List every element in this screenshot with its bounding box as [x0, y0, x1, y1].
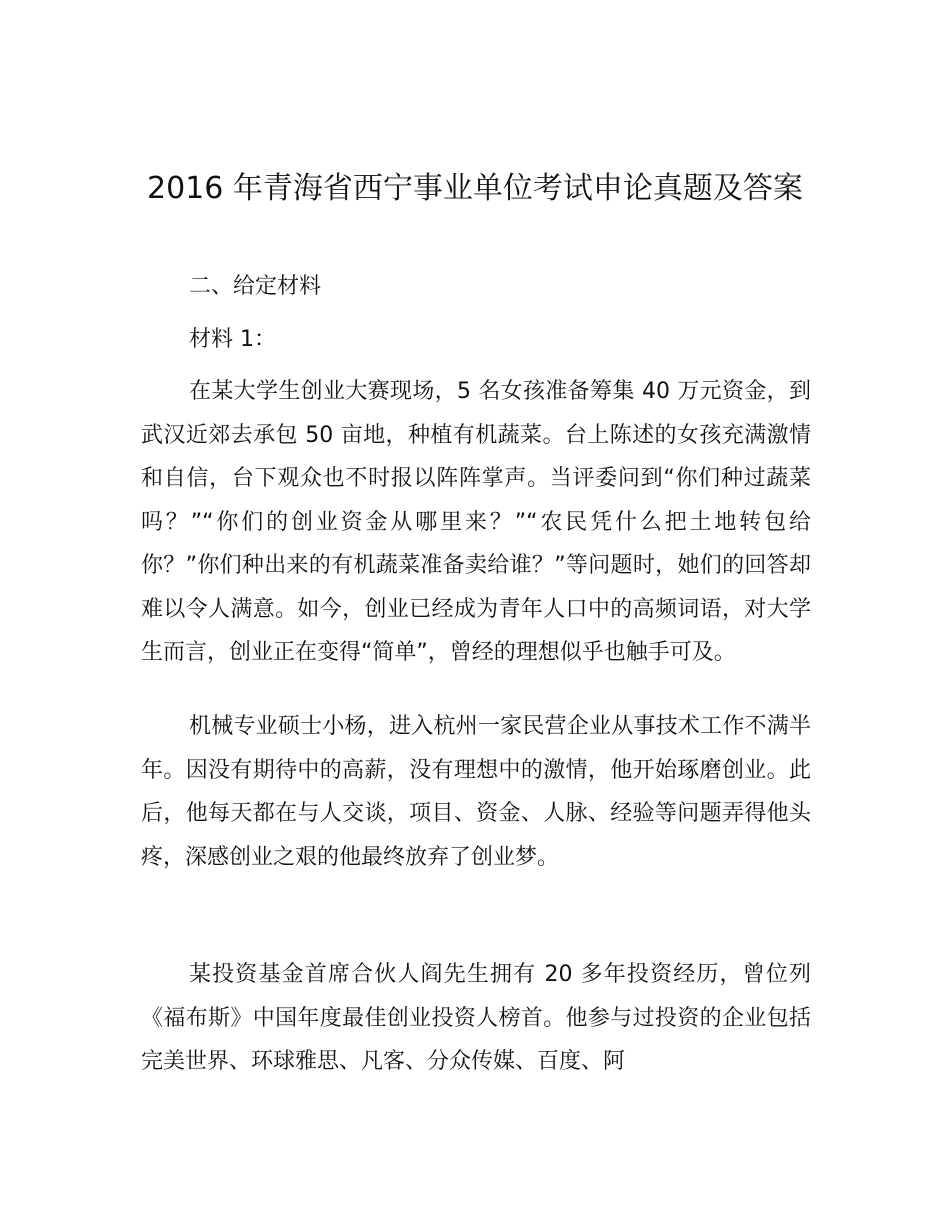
document-title: 2016 年青海省西宁事业单位考试申论真题及答案: [147, 171, 803, 206]
material-heading: 材料 1：: [189, 327, 276, 352]
section-heading: 二、给定材料: [189, 274, 322, 299]
paragraph-1: 在某大学生创业大赛现场，5 名女孩准备筹集 40 万元资金，到武汉近郊去承包 50 亩地，种植有机蔬菜。台上陈述的女孩充满激情和自信，台下观众也不时报以阵阵掌声。当评委问到“你们种过蔬菜吗？”“你们的创业资金从哪里来？”“农民凭什么把土地转包给你？”你们种出来的有机蔬菜准备卖给谁？”等问题时，她们的回答却难以令人满意。如今，创业已经成为青年人口中的高频词语，对大学生而言，创业正在变得“简单”，曾经的理想似乎也触手可及。: [141, 379, 811, 665]
paragraph-2: 机械专业硕士小杨，进入杭州一家民营企业从事技术工作不满半年。因没有期待中的高薪，没有理想中的激情，他开始琢磨创业。此后，他每天都在与人交谈，项目、资金、人脉、经验等问题弄得他头疼，深感创业之艰的他最终放弃了创业梦。: [141, 714, 811, 870]
paragraph-3: 某投资基金首席合伙人阎先生拥有 20 多年投资经历，曾位列《福布斯》中国年度最佳创业投资人榜首。他参与过投资的企业包括完美世界、环球雅思、凡客、分众传媒、百度、阿: [141, 962, 811, 1074]
